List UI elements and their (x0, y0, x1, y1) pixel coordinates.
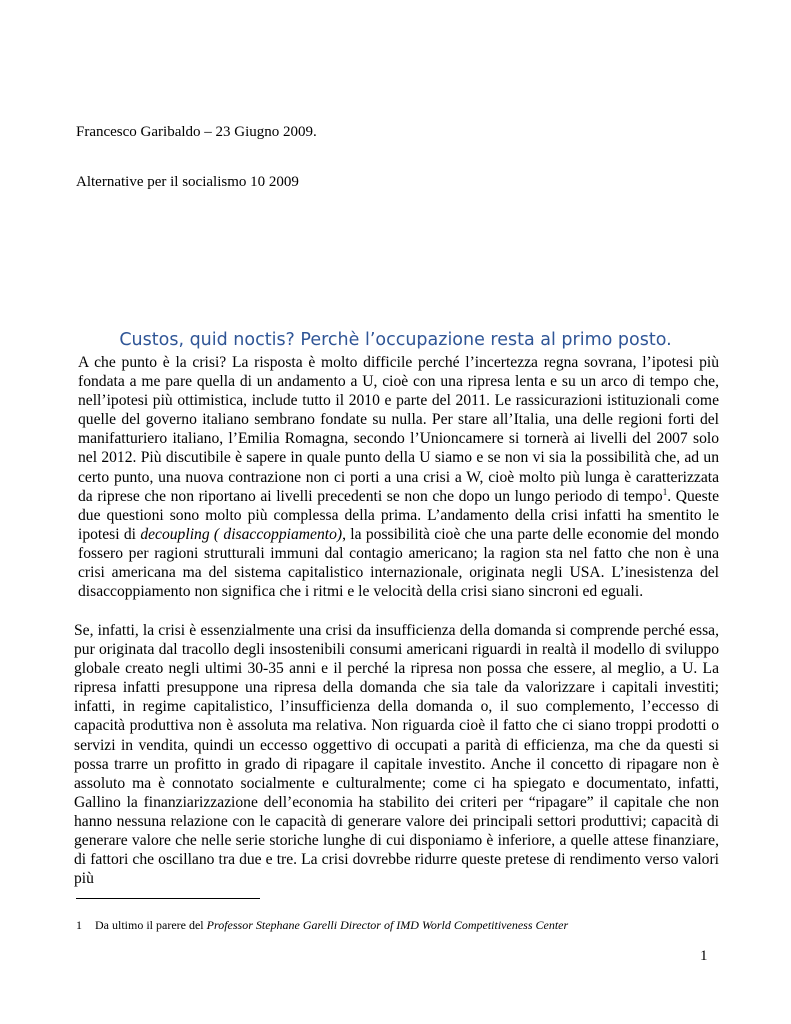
italic-term: decoupling ( disaccoppiamento) (140, 525, 343, 543)
footnote-reference[interactable]: 1 (662, 486, 668, 497)
paragraph-2 (74, 621, 719, 888)
article-title: Custos, quid noctis? Perchè l’occupazione resta al primo posto. (119, 330, 672, 350)
paragraph-1 (74, 353, 719, 601)
paragraph-2-text: Se, infatti, la crisi è essenzialmente una crisi da insufficienza della domanda si comprende perché essa, pur originata dal tracollo degli insostenibili consumi americani riguardi in realtà il modello di sviluppo globale creato negli ultimi 30-35 anni e il perché la ripresa non possa che essere, al meglio, a U. La ripresa infatti presuppone una ripresa della domanda che sia tale da valorizzare i capitali investiti; infatti, in regime capitalistico, l’insufficienza della domanda o, il suo complemento, l’eccesso di capacità produttiva non è assoluta ma relativa. Non riguarda cioè il fatto che ci siano troppi prodotti o servizi in vendita, quindi un eccesso oggettivo di occupati a parità di efficienza, ma che da questi si possa trarre un profitto in grado di ripagare il capitale investito. Anche il concetto di ripagare non è assoluto ma è connotato socialmente e culturalmente; come ci ha spiegato e documentato, infatti, Gallino la finanziarizzazione dell’economia ha stabilito dei criteri per “ripagare” il capitale che non hanno nessuna relazione con le capacità di generare valore dei principali settori produttivi; capacità di generare valore che nelle serie storiche lunghe di cui disponiamo è inferiore, a quelle attese finanziare, di fattori che oscillano tra due e tre. La crisi dovrebbe ridurre queste pretese di rendimento verso valori più (74, 622, 719, 888)
footnote-lead: Da ultimo il parere del (95, 918, 204, 932)
footnote-separator (76, 898, 260, 899)
footnote-italic: Professor Stephane Garelli Director of IMD World Competitiveness Center (206, 918, 569, 932)
paragraph-1-text-c: , la possibilità cioè che una parte delle economie del mondo fossero per ragioni strutturali immuni dal contagio americano; la ragion sta nel fatto che non è una crisi americana ma del sistema capitalistico internazionale, originata negli USA. L’inesistenza del disaccoppiamento non significa che i ritmi e le velocità della crisi siano sincroni ed eguali. (78, 525, 720, 601)
paragraph-1-text-a: A che punto è la crisi? La risposta è molto difficile perché l’incertezza regna sovrana, l’ipotesi più fondata a me pare quella di un andamento a U, cioè con una ripresa lenta e su un arco di tempo che, nell’ipotesi più ottimistica, include tutto il 2010 e parte del 2011. Le rassicurazioni istituzionali come quelle del governo italiano sembrano fondate su nulla. Per stare all’Italia, una delle regioni forti del manifatturiero italiano, l’Emilia Romagna, secondo l’Unioncamere si tornerà ai livelli del 2007 solo nel 2012. Più discutibile è sapere in quale punto della U siamo e se non vi sia la possibilità che, ad un certo punto, una nuova contrazione non ci porti a una crisi a W, cioè molto più lunga è caratterizzata da riprese che non riportano ai livelli precedenti se non che dopo un lungo periodo di tempo (78, 354, 719, 505)
author-date-line: Francesco Garibaldo – 23 Giugno 2009. (76, 124, 317, 140)
paragraph-1-text-b: . Queste due questioni sono molto più complessa della prima. L’andamento della crisi infatti ha smentito le ipotesi di (78, 487, 719, 543)
journal-line: Alternative per il socialismo 10 2009 (76, 174, 299, 190)
footnote (76, 918, 568, 933)
footnote-number: 1 (76, 918, 82, 932)
page-number: 1 (700, 948, 708, 964)
